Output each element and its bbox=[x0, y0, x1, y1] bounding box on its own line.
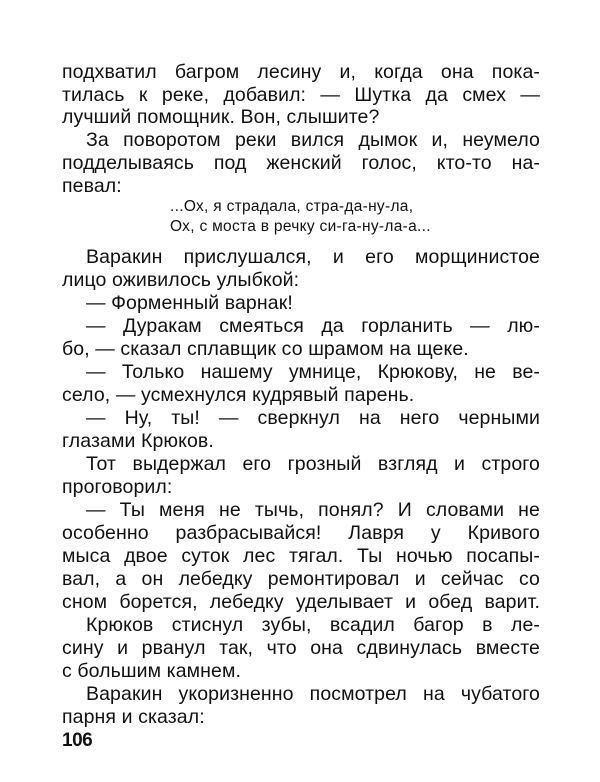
text-line: бо, — сказал сплавщик со шрамом на щеке. bbox=[62, 338, 469, 360]
text-line: Тот выдержал его грозный взгляд и строго bbox=[86, 453, 540, 475]
text-line: — Ты меня не тычь, понял? И словами не bbox=[86, 499, 540, 521]
text-line: с большим камнем. bbox=[62, 660, 241, 682]
poem-line: ...Ох, я страдала, стра-да-ну-ла, bbox=[170, 198, 414, 215]
text-line: особенно разбрасывайся! Лавря у Кривого bbox=[62, 522, 540, 544]
text-line: мыса двое суток лес тягал. Ты ночью посапы- bbox=[62, 545, 540, 567]
text-line: вал, а он лебедку ремонтировал и сейчас со bbox=[62, 568, 540, 590]
text-line: глазами Крюков. bbox=[62, 430, 214, 452]
text-line: подделываясь под женский голос, кто-то на- bbox=[62, 152, 540, 174]
poem-line: Ох, с моста в речку си-га-ну-ла-а... bbox=[170, 218, 431, 235]
text-line: село, — усмехнулся кудрявый парень. bbox=[62, 384, 415, 406]
text-line: парня и сказал: bbox=[62, 706, 205, 728]
text-line: певал: bbox=[62, 175, 122, 197]
text-line: — Дуракам смеяться да горланить — лю- bbox=[86, 315, 540, 337]
text-line: сном борется, лебедку уделывает и обед варит. bbox=[62, 591, 540, 613]
text-line: Варакин прислушался, и его морщинистое bbox=[86, 246, 540, 268]
text-line: сину и рванул так, что она сдвинулась вместе bbox=[62, 637, 540, 659]
text-line: лицо оживилось улыбкой: bbox=[62, 269, 300, 291]
text-line: — Ну, ты! — сверкнул на него черными bbox=[86, 407, 540, 429]
text-line: лучший помощник. Вон, слышите? bbox=[62, 106, 380, 128]
page-number: 106 bbox=[62, 730, 93, 751]
text-line: Варакин укоризненно посмотрел на чубатого bbox=[86, 683, 540, 705]
text-line: — Только нашему умнице, Крюкову, не ве- bbox=[86, 361, 540, 383]
text-line: Крюков стиснул зубы, всадил багор в ле- bbox=[86, 614, 540, 636]
text-line: проговорил: bbox=[62, 476, 173, 498]
text-line: подхватил багром лесину и, когда она пока- bbox=[62, 61, 540, 83]
text-line: тилась к реке, добавил: — Шутка да смех — bbox=[62, 84, 540, 106]
text-line: За поворотом реки вился дымок и, неумело bbox=[86, 129, 540, 151]
text-line: — Форменный варнак! bbox=[86, 292, 293, 314]
